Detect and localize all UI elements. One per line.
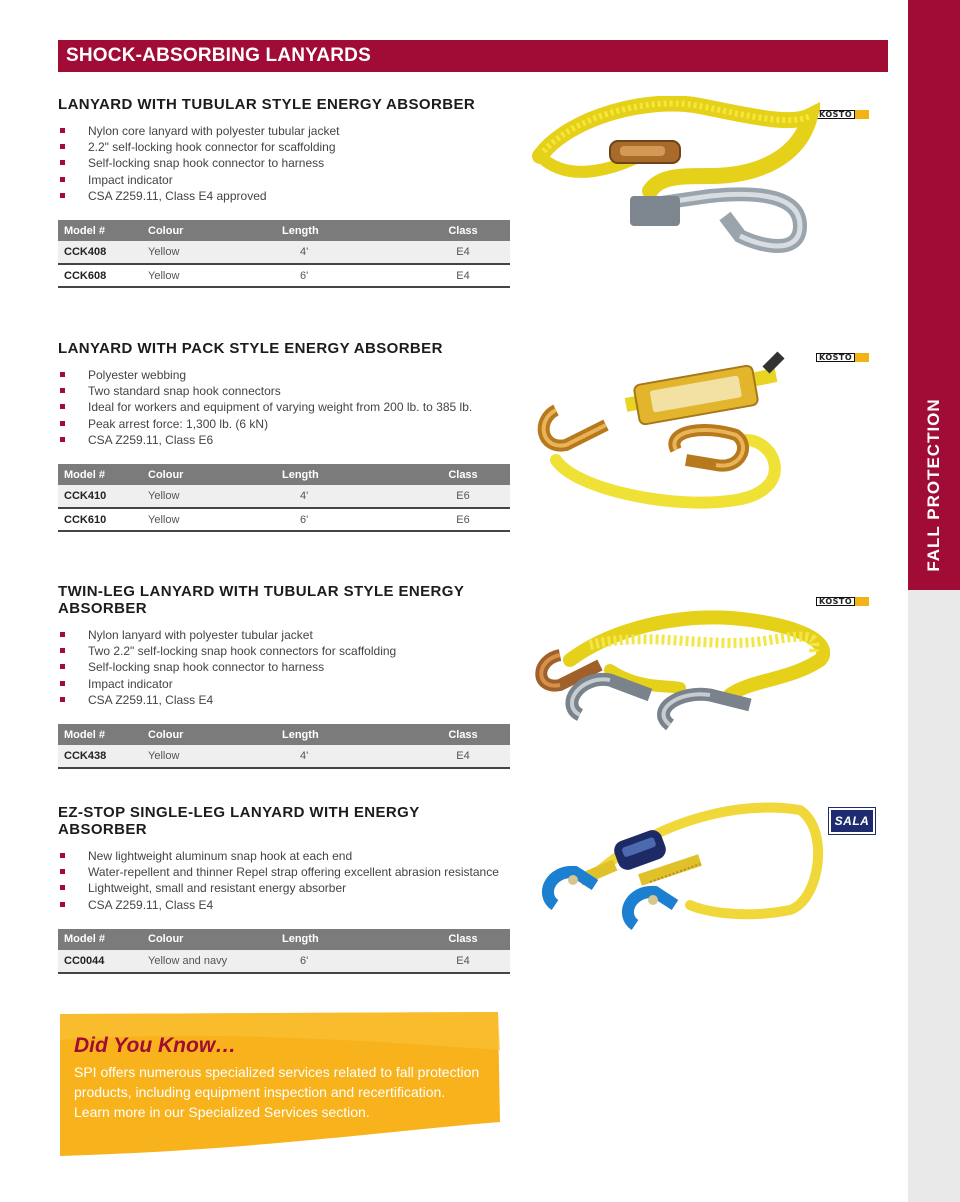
bullet-icon bbox=[60, 193, 65, 198]
header-colour: Colour bbox=[148, 724, 282, 745]
cell-length: 6' bbox=[282, 950, 416, 973]
list-item: Self-locking snap hook connector to harness bbox=[60, 659, 510, 675]
table-row bbox=[58, 950, 510, 973]
header-length: Length bbox=[282, 464, 416, 485]
callout-title: Did You Know… bbox=[74, 1034, 237, 1057]
list-item: Nylon core lanyard with polyester tubular jacket bbox=[60, 123, 510, 139]
header-model: Model # bbox=[58, 464, 148, 485]
bullet-icon bbox=[60, 681, 65, 686]
cell-colour: Yellow bbox=[148, 241, 282, 264]
bullet-icon bbox=[60, 177, 65, 182]
cell-model: CCK608 bbox=[58, 264, 148, 287]
header-colour: Colour bbox=[148, 464, 282, 485]
bullet-icon bbox=[60, 648, 65, 653]
cell-class: E6 bbox=[416, 485, 510, 508]
cell-class: E4 bbox=[416, 264, 510, 287]
product-image-twin-leg-lanyard bbox=[530, 600, 830, 740]
product-image-ez-stop-lanyard bbox=[540, 800, 840, 940]
table-row bbox=[58, 485, 510, 508]
header-model: Model # bbox=[58, 220, 148, 241]
bullet-icon bbox=[60, 869, 65, 874]
header-colour: Colour bbox=[148, 929, 282, 950]
table-header-row bbox=[58, 220, 510, 241]
bullet-icon bbox=[60, 421, 65, 426]
bullet-icon bbox=[60, 902, 65, 907]
section-title: LANYARD WITH TUBULAR STYLE ENERGY ABSORBER bbox=[58, 96, 476, 113]
cell-class: E4 bbox=[416, 241, 510, 264]
list-item: 2.2" self-locking hook connector for scaffolding bbox=[60, 139, 510, 155]
section-title: EZ-STOP SINGLE-LEG LANYARD WITH ENERGY ABSORBER bbox=[58, 804, 420, 838]
callout-body: SPI offers numerous specialized services related to fall protection products, including equipment inspection and recertification. Learn more in our Specialized Services section. bbox=[74, 1064, 480, 1120]
bullet-icon bbox=[60, 697, 65, 702]
cell-colour: Yellow bbox=[148, 485, 282, 508]
table-row bbox=[58, 264, 510, 287]
bullet-icon bbox=[60, 632, 65, 637]
table-row bbox=[58, 241, 510, 264]
header-model: Model # bbox=[58, 929, 148, 950]
cell-length: 4' bbox=[282, 241, 416, 264]
bullet-icon bbox=[60, 404, 65, 409]
header-model: Model # bbox=[58, 724, 148, 745]
product-section-pack bbox=[58, 340, 510, 532]
did-you-know-callout bbox=[56, 1010, 502, 1160]
list-item: CSA Z259.11, Class E4 bbox=[60, 692, 510, 708]
table-row bbox=[58, 745, 510, 768]
side-tab bbox=[908, 0, 960, 1202]
cell-length: 6' bbox=[282, 264, 416, 287]
feature-list bbox=[60, 627, 510, 708]
cell-colour: Yellow and navy bbox=[148, 950, 282, 973]
feature-list bbox=[60, 848, 510, 913]
list-item: Two 2.2" self-locking snap hook connectors for scaffolding bbox=[60, 643, 510, 659]
header-class: Class bbox=[416, 724, 510, 745]
cell-model: CCK438 bbox=[58, 745, 148, 768]
header-class: Class bbox=[416, 929, 510, 950]
bullet-icon bbox=[60, 388, 65, 393]
section-title: TWIN-LEG LANYARD WITH TUBULAR STYLE ENERGY ABSORBER bbox=[58, 583, 464, 617]
spec-table bbox=[58, 724, 510, 769]
product-image-pack-lanyard bbox=[536, 350, 816, 510]
cell-model: CCK410 bbox=[58, 485, 148, 508]
page-title: SHOCK-ABSORBING LANYARDS bbox=[58, 40, 888, 72]
spec-table bbox=[58, 464, 510, 532]
cell-colour: Yellow bbox=[148, 745, 282, 768]
cell-colour: Yellow bbox=[148, 508, 282, 531]
spec-table bbox=[58, 929, 510, 974]
bullet-icon bbox=[60, 160, 65, 165]
spec-table bbox=[58, 220, 510, 288]
product-section-tubular bbox=[58, 96, 510, 288]
table-header-row bbox=[58, 929, 510, 950]
list-item: Self-locking snap hook connector to harness bbox=[60, 155, 510, 171]
list-item: Polyester webbing bbox=[60, 367, 510, 383]
list-item: CSA Z259.11, Class E4 approved bbox=[60, 188, 510, 204]
product-section-twin-leg bbox=[58, 583, 510, 769]
list-item: Water-repellent and thinner Repel strap offering excellent abrasion resistance bbox=[60, 864, 510, 880]
cell-model: CCK408 bbox=[58, 241, 148, 264]
table-row bbox=[58, 508, 510, 531]
bullet-icon bbox=[60, 664, 65, 669]
cell-class: E4 bbox=[416, 950, 510, 973]
product-section-ez-stop bbox=[58, 804, 510, 974]
header-class: Class bbox=[416, 464, 510, 485]
header-length: Length bbox=[282, 929, 416, 950]
bullet-icon bbox=[60, 144, 65, 149]
bullet-icon bbox=[60, 885, 65, 890]
list-item: Impact indicator bbox=[60, 172, 510, 188]
header-length: Length bbox=[282, 724, 416, 745]
bullet-icon bbox=[60, 437, 65, 442]
cell-class: E6 bbox=[416, 508, 510, 531]
header-class: Class bbox=[416, 220, 510, 241]
feature-list bbox=[60, 367, 510, 448]
sala-logo: SALA bbox=[829, 808, 875, 834]
table-header-row bbox=[58, 724, 510, 745]
cell-class: E4 bbox=[416, 745, 510, 768]
list-item: Impact indicator bbox=[60, 676, 510, 692]
header-colour: Colour bbox=[148, 220, 282, 241]
side-tab-label: FALL PROTECTION bbox=[924, 398, 943, 572]
cell-colour: Yellow bbox=[148, 264, 282, 287]
list-item: Peak arrest force: 1,300 lb. (6 kN) bbox=[60, 416, 510, 432]
list-item: CSA Z259.11, Class E4 bbox=[60, 897, 510, 913]
kosto-logo: KOSTO bbox=[816, 110, 869, 119]
cell-length: 6' bbox=[282, 508, 416, 531]
list-item: Lightweight, small and resistant energy absorber bbox=[60, 880, 510, 896]
cell-model: CCK610 bbox=[58, 508, 148, 531]
cell-model: CC0044 bbox=[58, 950, 148, 973]
list-item: CSA Z259.11, Class E6 bbox=[60, 432, 510, 448]
kosto-logo: KOSTO bbox=[816, 597, 869, 606]
product-image-tubular-lanyard bbox=[530, 96, 820, 256]
table-header-row bbox=[58, 464, 510, 485]
bullet-icon bbox=[60, 128, 65, 133]
bullet-icon bbox=[60, 372, 65, 377]
list-item: New lightweight aluminum snap hook at each end bbox=[60, 848, 510, 864]
bullet-icon bbox=[60, 853, 65, 858]
list-item: Nylon lanyard with polyester tubular jacket bbox=[60, 627, 510, 643]
kosto-logo: KOSTO bbox=[816, 353, 869, 362]
cell-length: 4' bbox=[282, 485, 416, 508]
feature-list bbox=[60, 123, 510, 204]
list-item: Two standard snap hook connectors bbox=[60, 383, 510, 399]
header-length: Length bbox=[282, 220, 416, 241]
section-title: LANYARD WITH PACK STYLE ENERGY ABSORBER bbox=[58, 340, 443, 357]
list-item: Ideal for workers and equipment of varying weight from 200 lb. to 385 lb. bbox=[60, 399, 510, 415]
cell-length: 4' bbox=[282, 745, 416, 768]
